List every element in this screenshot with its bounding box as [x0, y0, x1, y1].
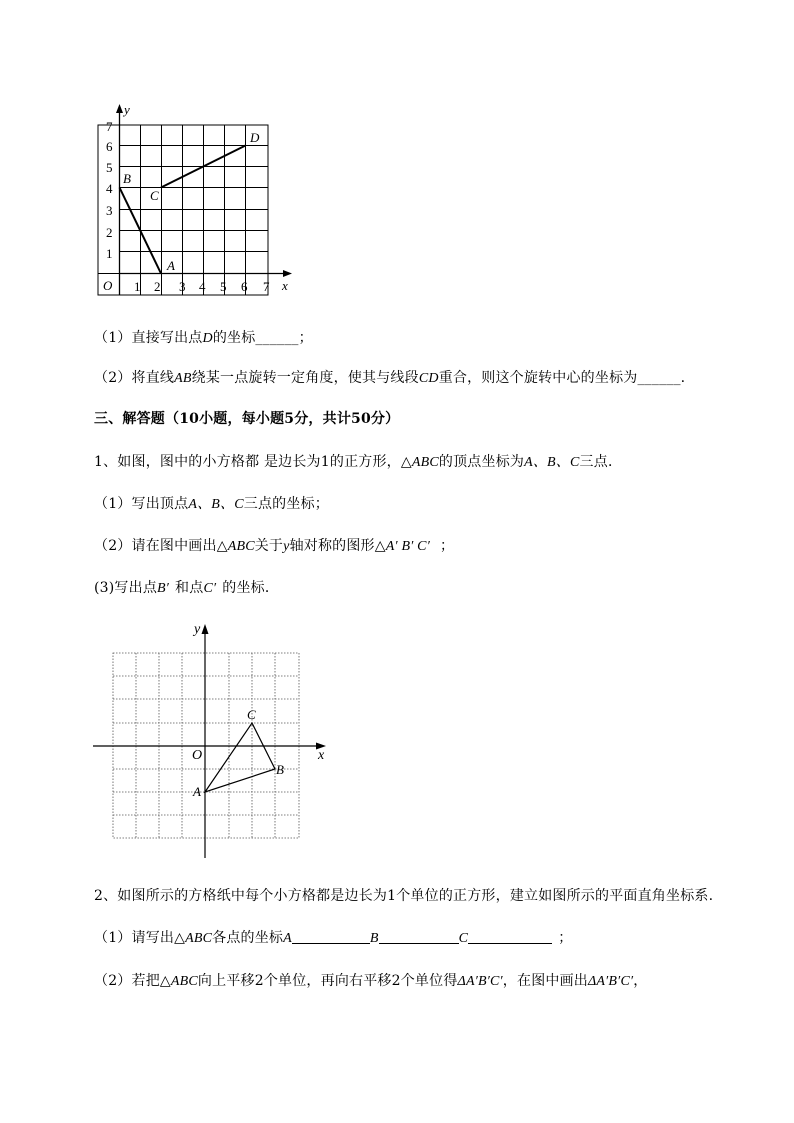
x-tick: 5 [220, 279, 227, 294]
point-c-label: C [150, 188, 159, 203]
x-tick: 3 [179, 279, 186, 294]
figure-1-coordinate-grid [92, 98, 302, 298]
p1-part3-b1: B′ [157, 581, 170, 596]
p1-part2-d: ； [439, 538, 455, 554]
q1-var: D [202, 331, 213, 346]
figure-2-coordinate-grid [88, 618, 338, 863]
y-tick-labels [106, 119, 113, 261]
q2-var2: CD [418, 371, 439, 386]
p1-part2-b: 关于 [254, 538, 284, 554]
x-tick: 7 [263, 279, 270, 294]
y-tick: 6 [106, 139, 113, 154]
y-tick: 3 [106, 203, 113, 218]
problem-1-intro [94, 451, 622, 471]
origin-label: O [103, 278, 113, 293]
q2-var1: AB [174, 371, 192, 386]
p2-part2-b: 向上平移2个单位，再向右平移2个单位得 [197, 973, 458, 989]
x-tick: 1 [134, 279, 141, 294]
p2-label-b: B [369, 931, 379, 946]
x-tick: 2 [154, 279, 161, 294]
x-axis-arrow [283, 270, 292, 277]
x-tick: 6 [241, 279, 248, 294]
x-tick-labels [134, 279, 270, 294]
y-tick: 5 [106, 160, 113, 175]
p2-part1-var: ABC [185, 931, 213, 946]
p2-part2-var: ABC [170, 974, 198, 989]
question-1-line [94, 327, 313, 347]
point-a-label: A [193, 784, 201, 799]
answer-blank-c[interactable] [468, 929, 552, 944]
point-d-label: D [250, 130, 260, 145]
q1-prefix: （1）直接写出点 [94, 330, 203, 346]
p1-part2-c: 轴对称的图形△ [289, 538, 386, 554]
p2-label-a: A [283, 931, 292, 946]
p2-part2-c: ，在图中画出 [502, 973, 588, 989]
q2-prefix: （2）将直线 [94, 370, 175, 386]
p1-part1-pts: A、B、C [188, 497, 244, 512]
p1-part3-a: (3)写出点 [94, 580, 158, 596]
question-2-line [94, 367, 685, 387]
p2-part2-d: ， [633, 973, 648, 989]
p1-intro-a: 1、如图，图中的小方格都 是边长为1的正方形，△ [94, 454, 412, 470]
y-axis-arrow [202, 624, 209, 634]
y-axis-arrow [116, 104, 123, 113]
origin-label: O [192, 748, 203, 763]
p1-part3-mid: 和点 [175, 580, 204, 596]
triangle-abc [205, 723, 275, 792]
q2-mid: 绕某一点旋转一定角度，使其与线段 [191, 370, 419, 386]
problem-1-part-3 [94, 577, 279, 597]
problem-1-part-2 [94, 535, 454, 555]
point-c-label: C [247, 707, 256, 722]
q1-suffix: 的坐标______； [212, 330, 313, 346]
p1-part2-img: A′ B′ C′ [385, 539, 430, 554]
problem-2-intro: 2、如图所示的方格纸中每个小方格都是边长为1个单位的正方形，建立如图所示的平面直角坐标系. [94, 888, 714, 904]
p1-part1-a: （1）写出顶点 [94, 496, 189, 512]
p2-part1-end: ； [558, 930, 573, 946]
problem-2-part-1 [94, 927, 572, 947]
p2-label-c: C [458, 931, 469, 946]
y-tick: 4 [106, 181, 113, 196]
y-tick: 2 [106, 225, 113, 240]
problem-2-part-2 [94, 970, 647, 990]
point-b-label: B [123, 171, 131, 186]
y-axis-label: y [194, 622, 201, 637]
x-axis-label: x [282, 278, 288, 293]
p1-part1-b: 三点的坐标； [243, 496, 329, 512]
p1-part2-axis: y [283, 539, 290, 554]
answer-blank-a[interactable] [292, 929, 370, 944]
p1-part3-end: 的坐标． [222, 580, 280, 596]
x-axis-label: x [318, 748, 325, 763]
x-tick: 4 [199, 279, 206, 294]
problem-1-part-1 [94, 493, 329, 513]
axes [93, 630, 320, 858]
y-tick: 7 [106, 119, 113, 134]
p1-intro-c: 三点． [579, 454, 623, 470]
p2-part1-b: 各点的坐标 [212, 930, 284, 946]
p1-part3-c1: C′ [203, 581, 217, 596]
p1-part2-var: ABC [227, 539, 255, 554]
p2-part2-img2: ΔA′B′C′ [588, 974, 634, 989]
point-a-label: A [167, 258, 175, 273]
p1-part2-a: （2）请在图中画出△ [94, 538, 228, 554]
y-tick: 1 [106, 246, 113, 261]
y-axis-label: y [124, 102, 130, 117]
grid-lines [98, 125, 268, 295]
section-title: 三、解答题（10小题，每小题5分，共计50分） [94, 411, 400, 427]
point-b-label: B [276, 762, 284, 777]
p2-part2-img1: ΔA′B′C′ [457, 974, 503, 989]
p2-part1-a: （1）请写出△ [94, 930, 186, 946]
p2-part2-a: （2）若把△ [94, 973, 171, 989]
p1-intro-pts: A、B、C [524, 455, 580, 470]
q2-suffix: 重合，则这个旋转中心的坐标为______. [438, 370, 686, 386]
p1-intro-var: ABC [411, 455, 439, 470]
p1-intro-b: 的顶点坐标为 [438, 454, 525, 470]
answer-blank-b[interactable] [379, 929, 459, 944]
